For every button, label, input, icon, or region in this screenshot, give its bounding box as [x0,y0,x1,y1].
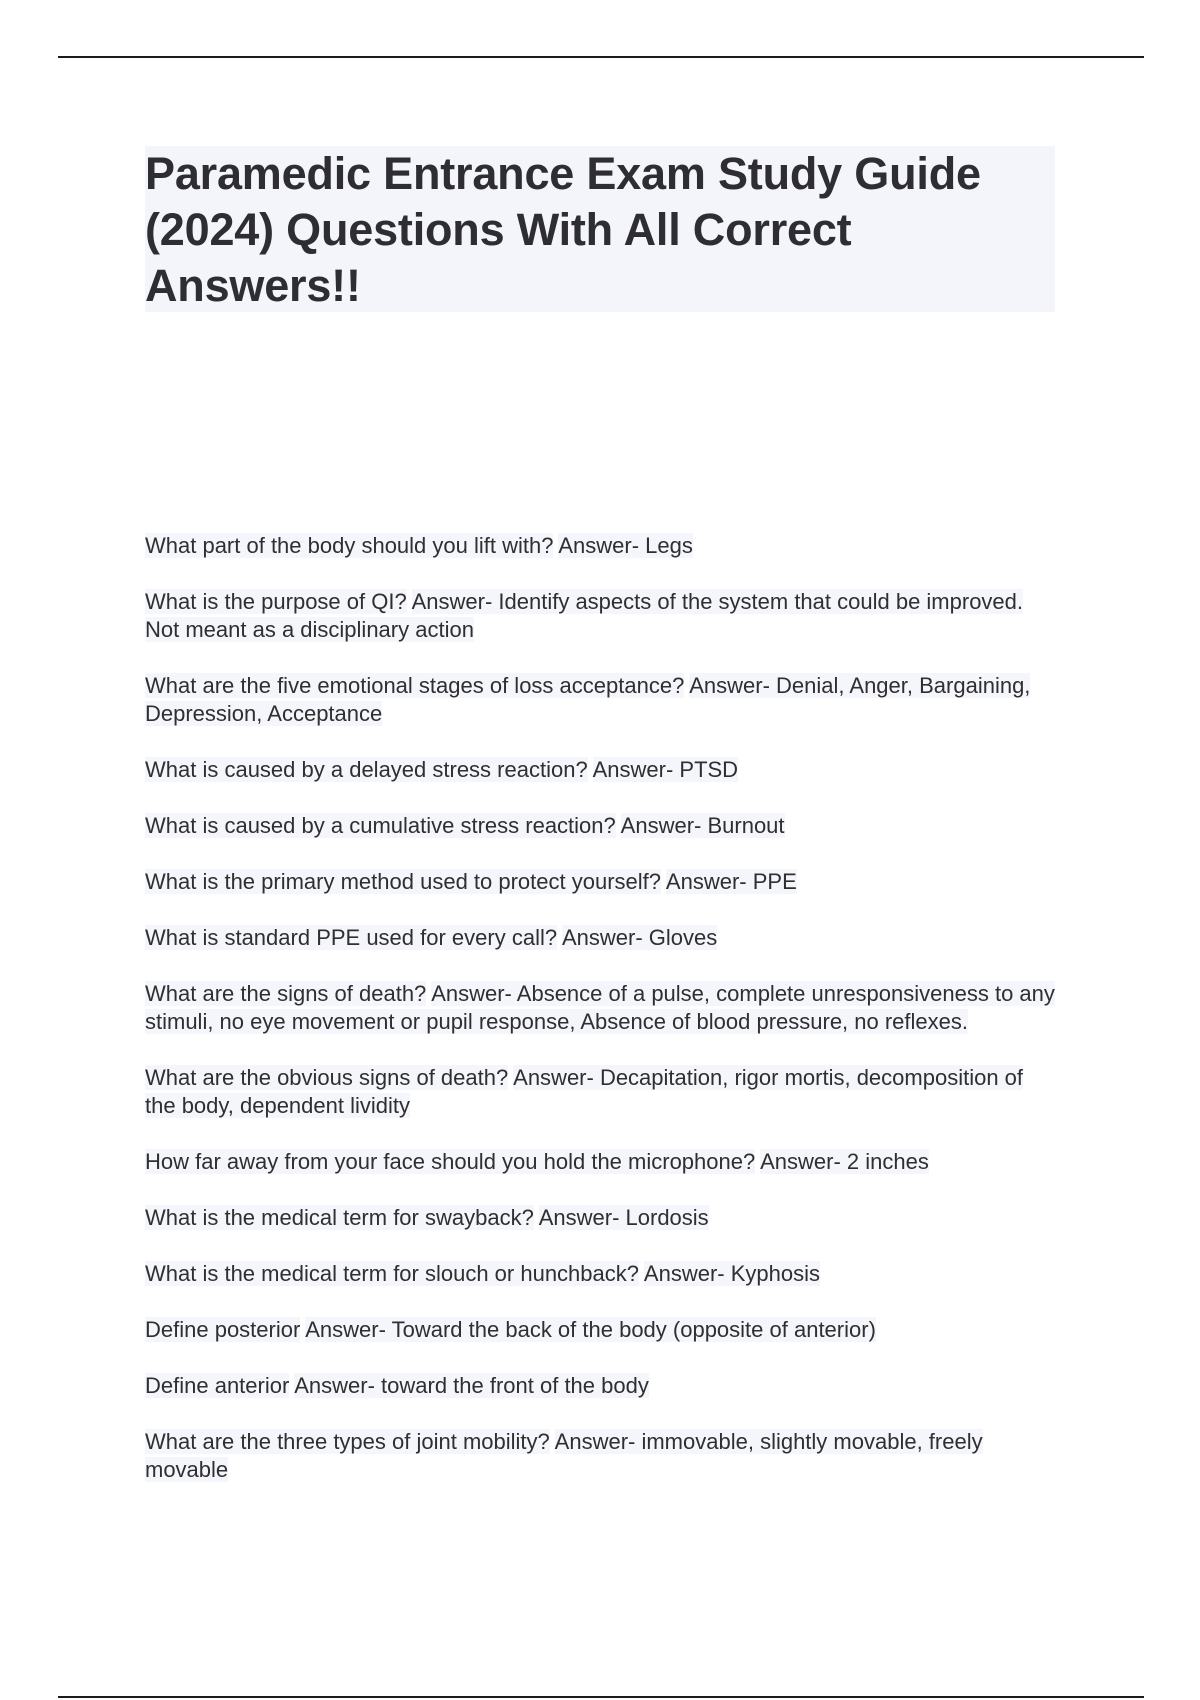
qa-item [145,812,1055,840]
answer-text: Answer- Absence of a pulse, complete unresponsiveness to any stimuli, no eye movement or pupil response, Absence of blood pressure, no reflexes. [145,981,1055,1034]
qa-item [145,1148,1055,1176]
question-text: What is the medical term for swayback? [145,1205,534,1230]
qa-item [145,588,1055,644]
title-block [145,146,1055,312]
qa-item [145,1316,1055,1344]
answer-text: Answer- Kyphosis [643,1261,820,1286]
question-text: What is standard PPE used for every call? [145,925,558,950]
qa-item [145,1428,1055,1484]
qa-item [145,868,1055,896]
answer-text: Answer- Toward the back of the body (opposite of anterior) [305,1317,876,1342]
question-text: What are the five emotional stages of loss acceptance? [145,673,685,698]
qa-item [145,980,1055,1036]
qa-item [145,532,1055,560]
question-text: What are the obvious signs of death? [145,1065,509,1090]
question-text: What are the signs of death? [145,981,427,1006]
answer-text: Answer- PTSD [592,757,739,782]
answer-text: Answer- Decapitation, rigor mortis, decomposition of the body, dependent lividity [145,1065,1024,1118]
answer-text: Answer- PPE [665,869,797,894]
question-text: What are the three types of joint mobility? [145,1429,550,1454]
qa-item [145,924,1055,952]
qa-item [145,672,1055,728]
question-text: How far away from your face should you hold the microphone? [145,1149,756,1174]
answer-text: Answer- Legs [558,533,693,558]
answer-text: Answer- toward the front of the body [294,1373,649,1398]
question-text: What is the medical term for slouch or hunchback? [145,1261,640,1286]
question-text: What is the purpose of QI? [145,589,407,614]
answer-text: Answer- Denial, Anger, Bargaining, Depression, Acceptance [145,673,1031,726]
qa-item [145,756,1055,784]
bottom-rule [58,1696,1144,1698]
question-text: Define posterior [145,1317,301,1342]
answer-text: Answer- Burnout [620,813,785,838]
question-text: What part of the body should you lift with? [145,533,554,558]
question-text: What is caused by a delayed stress reaction? [145,757,588,782]
answer-text: Answer- Lordosis [538,1205,709,1230]
question-text: Define anterior [145,1373,290,1398]
question-text: What is caused by a cumulative stress reaction? [145,813,616,838]
answer-text: Answer- immovable, slightly movable, freely movable [145,1429,983,1482]
document-title: Paramedic Entrance Exam Study Guide (2024) Questions With All Correct Answers!! [145,148,981,311]
qa-item [145,1372,1055,1400]
answer-text: Answer- Identify aspects of the system that could be improved. Not meant as a disciplinary action [145,589,1024,642]
question-text: What is the primary method used to protect yourself? [145,869,662,894]
qa-list [145,532,1055,1484]
qa-item [145,1260,1055,1288]
top-rule [58,56,1144,58]
qa-item [145,1204,1055,1232]
answer-text: Answer- 2 inches [760,1149,929,1174]
answer-text: Answer- Gloves [562,925,718,950]
qa-item [145,1064,1055,1120]
